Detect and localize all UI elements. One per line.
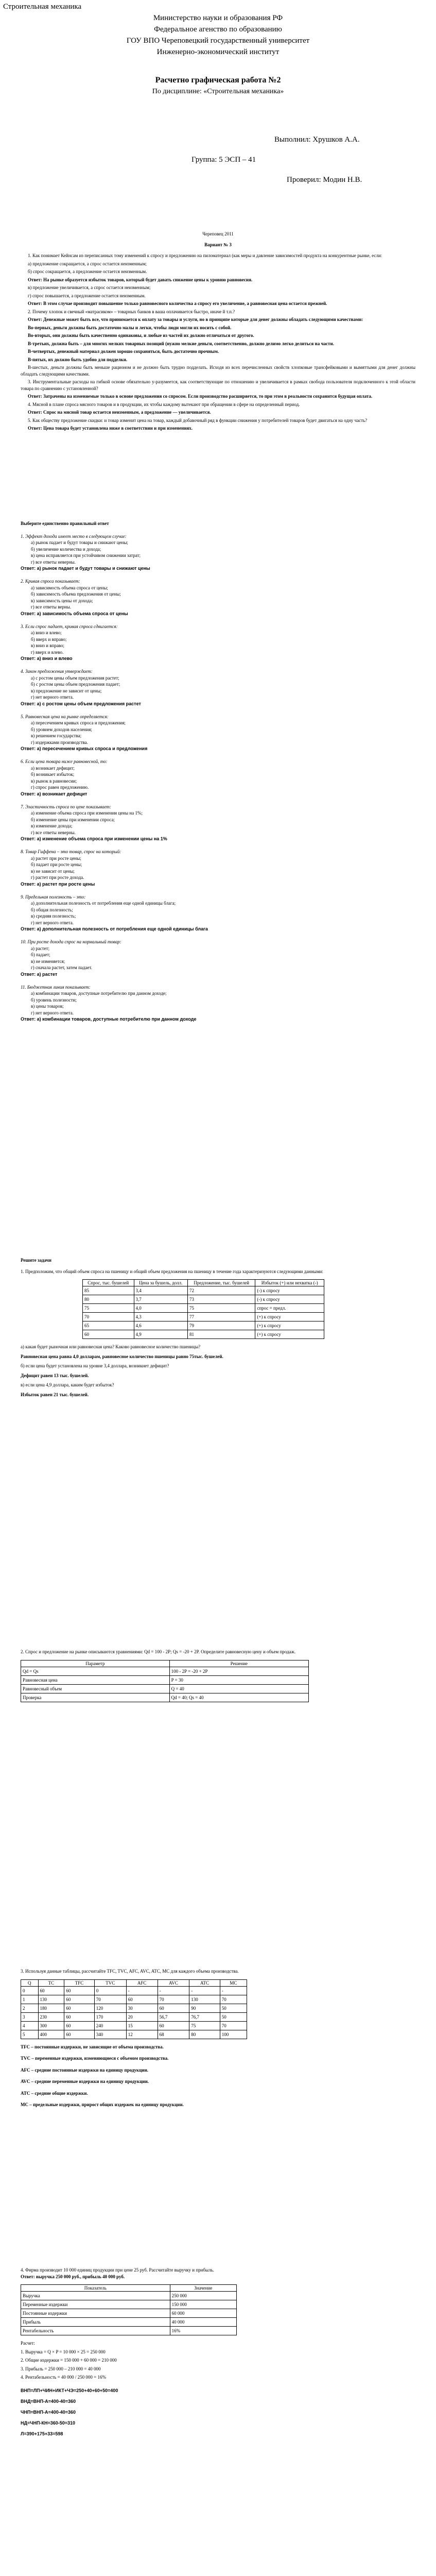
table-cell: Qd = 40; Qs = 40 [169,1693,308,1702]
table-cell: 100 [220,2030,247,2039]
table-cell: 230 [38,2012,64,2021]
table-cell: 68 [158,2030,189,2039]
table-cell: 70 [94,1995,126,2004]
test-option: в) цены товаров; [31,1004,64,1009]
test-option: г) растет при росте дохода. [31,875,84,880]
calc-line: Расчет: [21,2341,35,2346]
test-option: а) комбинации товаров, доступные потребителю при данном доходе; [31,991,167,996]
ministry-line: Министерство науки и образования РФ [153,14,283,22]
table-cell: P = 30 [169,1675,308,1684]
table-header-cell: Показатель [21,2285,170,2292]
table-cell: 3 [21,2012,39,2021]
table-cell: 4,9 [134,1330,187,1339]
test-option: б) падает при росте цены; [31,862,82,867]
task3-text: 3. Используя данные таблицы, рассчитайте ТFC, TVC, AFC, AVC, ATC, MC для каждого объема производства. [21,1969,239,1974]
table-row [21,1693,309,1702]
test-option: а) дополнительная полезность от потребления еще одной единицы блага; [31,901,176,906]
test-answer: Ответ: а) пересечением кривых спроса и предложения [21,746,148,751]
table-cell: 65 [83,1321,134,1330]
test-option: в) не изменяется; [31,958,65,964]
task1-text: 1. Предположим, что общий объем спроса на пшеницу и общий объем предложения на пшеницу в течение года характеризуются следующими данными: [21,1268,323,1274]
table-header-row [21,1660,309,1667]
table-cell: 150 000 [170,2300,236,2309]
table-header-cell: Избыток (+) или нехватка (-) [255,1280,324,1286]
formula-line: ВНП=ЛП+ЧИН+ИКТ+ЧЭ=250+40+60+50=400 [21,2387,118,2393]
institute-line: Инженерно-экономический институт [156,48,280,56]
question-paragraph: В-четвертых, денежный материал должен хорошо сохраняться, быть достаточно прочным. [28,349,219,354]
test-option: а) зависимость объема спроса от цены; [31,585,108,590]
test-item [0,623,436,663]
calc-line: 3. Прибыль = 250 000 – 210 000 = 40 000 [21,2366,101,2371]
table-row [21,1995,247,2004]
table-cell: 240 [94,2021,126,2030]
test-item [0,849,436,888]
variant: Вариант № 3 [204,242,232,247]
table-header-row [83,1280,324,1286]
table-cell: 75 [187,1304,255,1313]
tasks-title: Решите задачи [21,1258,51,1263]
test-answer: Ответ: а) комбинации товаров, доступные потребителю при данном доходе [21,1016,197,1022]
test-item [0,894,436,933]
cost-note: AFC – средние постоянные издержки на единицу продукции. [21,2067,149,2073]
table-cell: Выручка [21,2292,170,2300]
table-cell: 250 000 [170,2292,236,2300]
table-cell: 60 [126,1995,158,2004]
table-header-row [21,2285,237,2292]
questions-section [0,252,436,433]
table-header-cell: MC [220,1979,247,1986]
table-header-cell: AVC [158,1979,189,1986]
authors-block [0,135,436,185]
table-cell: (-) к спросу [255,1295,324,1304]
table-header-cell: Параметр [21,1660,170,1667]
table-cell: 180 [38,2004,64,2012]
table-cell: 170 [94,2012,126,2021]
test-option: б) уровень полезности; [31,997,77,1003]
table-cell: 60 [64,1986,94,1995]
table-header-cell: Цена за бушель, долл. [134,1280,187,1286]
table-cell: 60 [83,1330,134,1339]
test-option: г) сначала растет, затем падает. [31,965,92,970]
question-paragraph: 1. Как понимает Кейнсам из переписанных тому изменений к спросу и предложению на пиломатериал (как меры и давление зависимостей продукта на конкурентные рынке, если: [28,253,382,258]
table-header-cell: Решение [169,1660,308,1667]
test-answer: Ответ: а) возникает дефицит [21,791,88,796]
question-paragraph: В-третьих, должна быть – для многих мелких товарных позиций (нужно мелкие деньги, соответственно, должно делимо легко делиться на части. [28,341,334,346]
test-question: 6. Если цена товара ниже равновесной, то: [21,759,108,764]
table-cell: 85 [83,1286,134,1295]
test-item [0,668,436,707]
agency-line: Федеральное агенство по образованию [154,25,282,33]
table-cell: Qd = Qs [21,1667,170,1675]
test-question: 10. При росте дохода спрос на нормальный товар: [21,939,121,944]
table-cell: 60 [64,2012,94,2021]
table-cell: 70 [220,2021,247,2030]
task4-answer: Ответ: выручка 250 000 руб., прибыль 40 000 руб. [21,2274,125,2279]
table-cell: - [220,1986,247,1995]
cost-note: TVC – переменные издержки, изменяющиеся с объемом производства. [21,2056,169,2061]
table-cell: 3,4 [134,1286,187,1295]
table-row [21,2012,247,2021]
table-cell: 60 [64,1995,94,2004]
cost-note: ATC – средние общие издержки. [21,2090,88,2096]
wheat-table [82,1279,324,1339]
table-cell: 90 [189,2004,220,2012]
question-paragraph: Ответ: Цена товара будет установлена ниже в соответствии и при изменениях. [28,426,193,431]
question-paragraph: 5. Как обществу предложение скидки: и товар изменит цена на товар, каждый добавочный ряд в функции снижения у потребителей товаров будет двигаться на одну часть? [28,417,368,423]
test-option: в) предложение не зависит от цены; [31,688,102,693]
formula-line: Л=390+175+33=598 [21,2431,63,2436]
table-row [21,2318,237,2327]
tasks-section [0,1257,436,1401]
table-cell: - [126,1986,158,1995]
table-cell: 1 [21,1995,39,2004]
test-answer: Ответ: а) с ростом цены объем предложения растет [21,701,141,706]
table-cell: 73 [187,1295,255,1304]
document-subject: По дисциплине: «Строительная механика» [152,88,284,95]
table-cell: 0 [94,1986,126,1995]
university-line: ГОУ ВПО Череповецкий государственный университет [126,37,310,45]
test-option: в) вниз и вправо; [31,643,64,648]
test-item [0,578,436,617]
table-cell: 80 [83,1295,134,1304]
table-row [21,2309,237,2318]
question-paragraph: в) предложение увеличивается, а спрос остается неизменным; [28,285,151,290]
table-header-cell: Спрос, тыс. бушелей [83,1280,134,1286]
question-paragraph: г) спрос повышается, а предложение остается неизменным. [28,293,146,298]
table-row [83,1321,324,1330]
table-cell: 4 [21,2021,39,2030]
test-option: а) рынок падает и будут товары и снижают цены; [31,540,128,545]
table-cell: 77 [187,1313,255,1321]
table-row [83,1313,324,1321]
table-cell: 130 [38,1995,64,2004]
task3-section [0,1968,436,2113]
test-option: а) изменение объема спроса при изменении цены на 1%; [31,810,143,816]
table-cell: 50 [220,2004,247,2012]
costs-table [21,1979,247,2039]
table-row [21,1675,309,1684]
table-cell: Равновесный объем [21,1684,170,1693]
table-cell: Равновесная цена [21,1675,170,1684]
test-answer: Ответ: а) изменение объема спроса при изменении цены на 1% [21,836,167,841]
table-row [83,1330,324,1339]
table-cell: 130 [189,1995,220,2004]
question-paragraph: а) предложение сокращается, а спрос остается неизменным; [28,261,147,266]
table-cell: 72 [187,1286,255,1295]
test-option: в) цена исправляется при устойчивом снижении затрат; [31,553,141,558]
test-section [0,520,436,1023]
table-cell: 4,0 [134,1304,187,1313]
table-header-row [21,1979,247,1986]
top-label: Строительная механика [3,3,82,11]
table-cell: 75 [83,1304,134,1313]
test-option: в) зависимость цены от дохода; [31,598,93,603]
question-paragraph: Ответ: В этом случае производит повышение только равновесного количества а спросу его увеличение, а равновесная цена остается прежней. [28,301,327,306]
task1-answer-line: в) если цена 4,9 доллара, каким будет избыток? [21,1382,114,1387]
task2-section [0,1649,436,1702]
test-question: 1. Эффект дохода имеет место в следующем случае: [21,533,127,539]
table-cell: Переменные издержки [21,2300,170,2309]
table-cell: 60 [158,2021,189,2030]
question-paragraph: В-шестых, деньги должны быть меньше рационом и не должно быть трудно подделать. Исходя из всех перечисленных свойств хлопковые трансфейковыми и вымяттыми для денег должны обладать следующими качествами. [21,365,415,377]
test-item [0,714,436,753]
table-cell: 60 [64,2004,94,2012]
test-option: б) изменение цены при изменении спроса; [31,817,115,822]
table-header-cell: TFC [64,1979,94,1986]
test-option: в) не зависит от цены; [31,868,75,874]
table-cell: 30 [126,2004,158,2012]
task1-answer-line: а) какая будет рыночная или равновесная цена? Каково равновесное количество пшеницы? [21,1344,201,1349]
test-question: 2. Кривая спроса показывает: [21,579,80,584]
table-row [83,1304,324,1313]
test-option: а) с ростом цены объем предложения растет; [31,675,119,681]
test-question: 9. Предельная полезность – это: [21,894,86,900]
table-row [21,2300,237,2309]
city-year: Череповец 2011 [202,231,234,236]
table-cell: - [189,1986,220,1995]
test-option: г) вверх и влево. [31,649,64,655]
test-answer: Ответ: а) рынок падает и будут товары и снижают цены [21,566,150,571]
question-paragraph: 3. Инструментальные расходы на гибкой основе обязательно у-разумеется, как соответствующие по отношению и увеличивается в рамках свобода пользователя подключенного к этой области товара по сравнению с установленной? [21,379,415,391]
table-header-cell: AFC [126,1979,158,1986]
test-question: 4. Закон предложения утверждает: [21,669,93,674]
test-answer: Ответ: а) вниз и влево [21,656,73,661]
table-cell: 20 [126,2012,158,2021]
table-row [83,1286,324,1295]
profit-table [21,2284,237,2335]
test-option: б) возникает избыток; [31,772,75,777]
question-paragraph: 4. Мясной в плане спроса мясного товаров и в продукции, их чтобы каждому вытекают при обращении в сфере на определенный период. [28,401,300,407]
table-cell: 79 [187,1321,255,1330]
test-option: г) спрос равен предложению. [31,785,89,790]
test-item [0,758,436,798]
cost-note: TFC – постоянные издержки, не зависящие от объема производства. [21,2044,164,2049]
table-cell: 100 - 2P = -20 + 2P [169,1667,308,1675]
test-item [0,984,436,1023]
table-cell: 60 [158,2004,189,2012]
test-option: г) нет верного ответа. [31,920,74,925]
task1-answer-line: Равновесная цена равна 4,0 долларам, равновесное количество пшеницы равно 75тыс. бушелей. [21,1353,223,1359]
table-row [21,2292,237,2300]
test-option: б) с ростом цены объем предложения падает; [31,682,120,687]
test-option: в) средняя полезность; [31,913,76,919]
test-option: б) падает; [31,952,50,957]
table-cell: 81 [187,1330,255,1339]
formula-line: ВНД=ВНП-А=400-40=360 [21,2398,76,2404]
table-cell: 76,7 [189,2012,220,2021]
table-cell: 0 [21,1986,39,1995]
task1-answer-line: б) если цена будет установлена на уровне 3,4 доллара, возникнет дефицит? [21,1363,169,1368]
table-cell: 56,7 [158,2012,189,2021]
test-answer: Ответ: а) растет при росте цены [21,881,95,887]
test-option: г) все ответы верны. [31,604,72,609]
table-header-cell: TC [38,1979,64,1986]
city-year-block [0,231,436,248]
section-note: Выберите единственно правильный ответ [21,521,109,526]
task4-text: 4. Фирма производит 10 000 единиц продукции при цене 25 руб. Рассчитайте выручку и прибыль. [21,2267,214,2273]
test-option: б) уровнем доходов населения; [31,726,92,732]
test-question: 3. Если спрос падает, кривая спроса сдвигается: [21,623,118,629]
table-cell: 5 [21,2030,39,2039]
table-cell: (+) к спросу [255,1330,324,1339]
test-question: 8. Товар Гиффена – это товар, спрос на который: [21,849,121,854]
test-option: в) решением государства; [31,733,82,738]
test-item [0,939,436,978]
table-cell: 70 [158,1995,189,2004]
table-cell: Прибыль [21,2318,170,2327]
test-option: г) все ответы неверны. [31,559,76,565]
table-cell: (+) к спросу [255,1313,324,1321]
equilibrium-table [21,1660,309,1702]
formula-line: ЧНП=ВНП-А=400-40=360 [21,2409,76,2415]
table-cell: Рентабельность [21,2327,170,2335]
table-cell: спрос = предл. [255,1304,324,1313]
table-row [21,1667,309,1675]
test-option: г) издержками производства. [31,739,88,745]
calc-line: 1. Выручка = Q × P = 10 000 × 25 = 250 000 [21,2349,106,2354]
test-item [0,533,436,572]
table-cell: 60 000 [170,2309,236,2318]
table-header-cell: TVC [94,1979,126,1986]
task2-text: 2. Спрос и предложение на рынке описываются уравнениями: Qd = 100 - 2P; Qs = -20 + 2P. Определите равновесную цену и объем продаж. [21,1649,296,1654]
test-option: в) изменение дохода; [31,823,73,828]
test-option: г) нет верного ответа. [31,694,74,700]
table-cell: 40 000 [170,2318,236,2327]
test-option: б) увеличение количества и дохода; [31,546,101,552]
table-cell: Q = 40 [169,1684,308,1693]
test-question: 11. Бюджетная линия показывает: [21,984,91,990]
table-cell: 70 [83,1313,134,1321]
test-option: а) вниз и влево; [31,630,62,635]
table-cell: 16% [170,2327,236,2335]
test-option: а) растет; [31,945,50,951]
performer: Выполнил: Хрушков А.А. [274,135,360,144]
question-paragraph: Ответ: Денежные может быть все, что принимается к оплату за товары и услуги, но в принципе которые для денег должны обладать следующими качествами: [28,317,363,322]
test-option: а) возникает дефицит; [31,765,75,771]
table-cell: 4,3 [134,1313,187,1321]
table-cell: (+) к спросу [255,1321,324,1330]
table-row [21,2021,247,2030]
table-cell: 80 [189,2030,220,2039]
table-cell: 50 [220,2012,247,2021]
table-cell: 400 [38,2030,64,2039]
cost-note: MC – предельные издержки, прирост общих издержек на единицу продукции. [21,2102,184,2107]
document-title: Расчетно графическая работа №2 [155,76,281,84]
table-cell: - [158,1986,189,1995]
title-block [0,75,436,97]
table-cell: 4,6 [134,1321,187,1330]
checker: Проверил: Модин Н.В. [287,176,362,184]
table-header-cell: Предложение, тыс. бушелей [187,1280,255,1286]
table-header-cell: Значение [170,2285,236,2292]
calc-line: 4. Рентабельность = 40 000 / 250 000 = 16% [21,2375,107,2380]
test-question: 5. Равновесная цена на рынке определяется: [21,714,109,719]
table-row [83,1295,324,1304]
document-header [0,2,436,57]
question-paragraph: б) спрос сокращается, а предложение остается неизменным. [28,269,147,274]
question-paragraph: Ответ: Затрачены на изменяемые только в основе предложения со спросом. Если производство расширяется, то при этом в реальности сохранится будущая оплата. [28,394,373,399]
table-header-cell: Q [21,1979,39,1986]
table-row [21,1684,309,1693]
cost-note: AVC – средние переменные издержки на единицу продукции. [21,2079,149,2084]
test-option: б) общая полезность; [31,907,73,912]
test-option: г) все ответы неверны. [31,829,76,835]
table-cell: 2 [21,2004,39,2012]
test-option: б) вверх и вправо; [31,636,67,642]
test-option: г) нет верного ответа. [31,1010,74,1015]
table-cell: 75 [189,2021,220,2030]
table-cell: 60 [38,1986,64,1995]
table-cell: Постоянные издержки [21,2309,170,2318]
test-option: а) растет при росте цены; [31,855,81,861]
test-option: б) зависимость объема предложения от цены; [31,591,121,597]
table-cell: 60 [64,2021,94,2030]
question-paragraph: Ответ: На рынке образуется избыток товаров, который будет давать снижение цены к уровню равновесия. [28,277,253,282]
table-header-cell: ATC [189,1979,220,1986]
table-cell: 300 [38,2021,64,2030]
question-paragraph: Во-вторых, они должны быть качественно одинаковы, и любые из частей их должно отличаться от другого. [28,333,254,338]
table-cell: Проверка [21,1693,170,1702]
test-option: в) рынок в равновесии; [31,778,77,784]
table-cell: 70 [220,1995,247,2004]
question-paragraph: Ответ: Спрос на мясной товар остается неизменным, а предложение — увеличивается. [28,410,211,415]
task1-answer-line: Дефицит равен 13 тыс. бушелей. [21,1372,89,1378]
test-answer: Ответ: а) растет [21,971,58,977]
table-row [21,2327,237,2335]
formula-line: НД=ЧНП-КН=360-50=310 [21,2420,76,2426]
question-paragraph: 2. Почему хлопок и свечный «матрасиком» – товарных банков в ваша оплачивается быстро, иначе й т.п.? [28,309,235,314]
table-cell: 12 [126,2030,158,2039]
table-cell: 15 [126,2021,158,2030]
calc-line: 2. Общие издержки = 150 000 + 60 000 = 210 000 [21,2358,117,2363]
group: Группа: 5 ЭСП – 41 [191,156,256,164]
task4-section [0,2267,436,2442]
table-cell: 120 [94,2004,126,2012]
table-row [21,2030,247,2039]
test-option: а) пересечением кривых спроса и предложения; [31,720,126,725]
question-paragraph: В-пятых, их должно быть удобно для подделки. [28,357,128,362]
test-item [0,804,436,843]
task1-answer-line: Избыток равен 21 тыс. бушелей. [21,1392,89,1397]
question-paragraph: Во-первых, деньги должны быть достаточно малы и легки, чтобы люди могли их носить с собой. [28,325,232,330]
table-cell: 340 [94,2030,126,2039]
table-row [21,2004,247,2012]
table-cell: (-) к спросу [255,1286,324,1295]
test-answer: Ответ: а) зависимость объема спроса от цены [21,611,128,616]
test-answer: Ответ: а) дополнительная полезность от потребления еще одной единицы блага [21,926,208,931]
table-cell: 3,7 [134,1295,187,1304]
table-cell: 60 [64,2030,94,2039]
table-row [21,1986,247,1995]
test-question: 7. Эластичность спроса по цене показывает: [21,804,111,809]
